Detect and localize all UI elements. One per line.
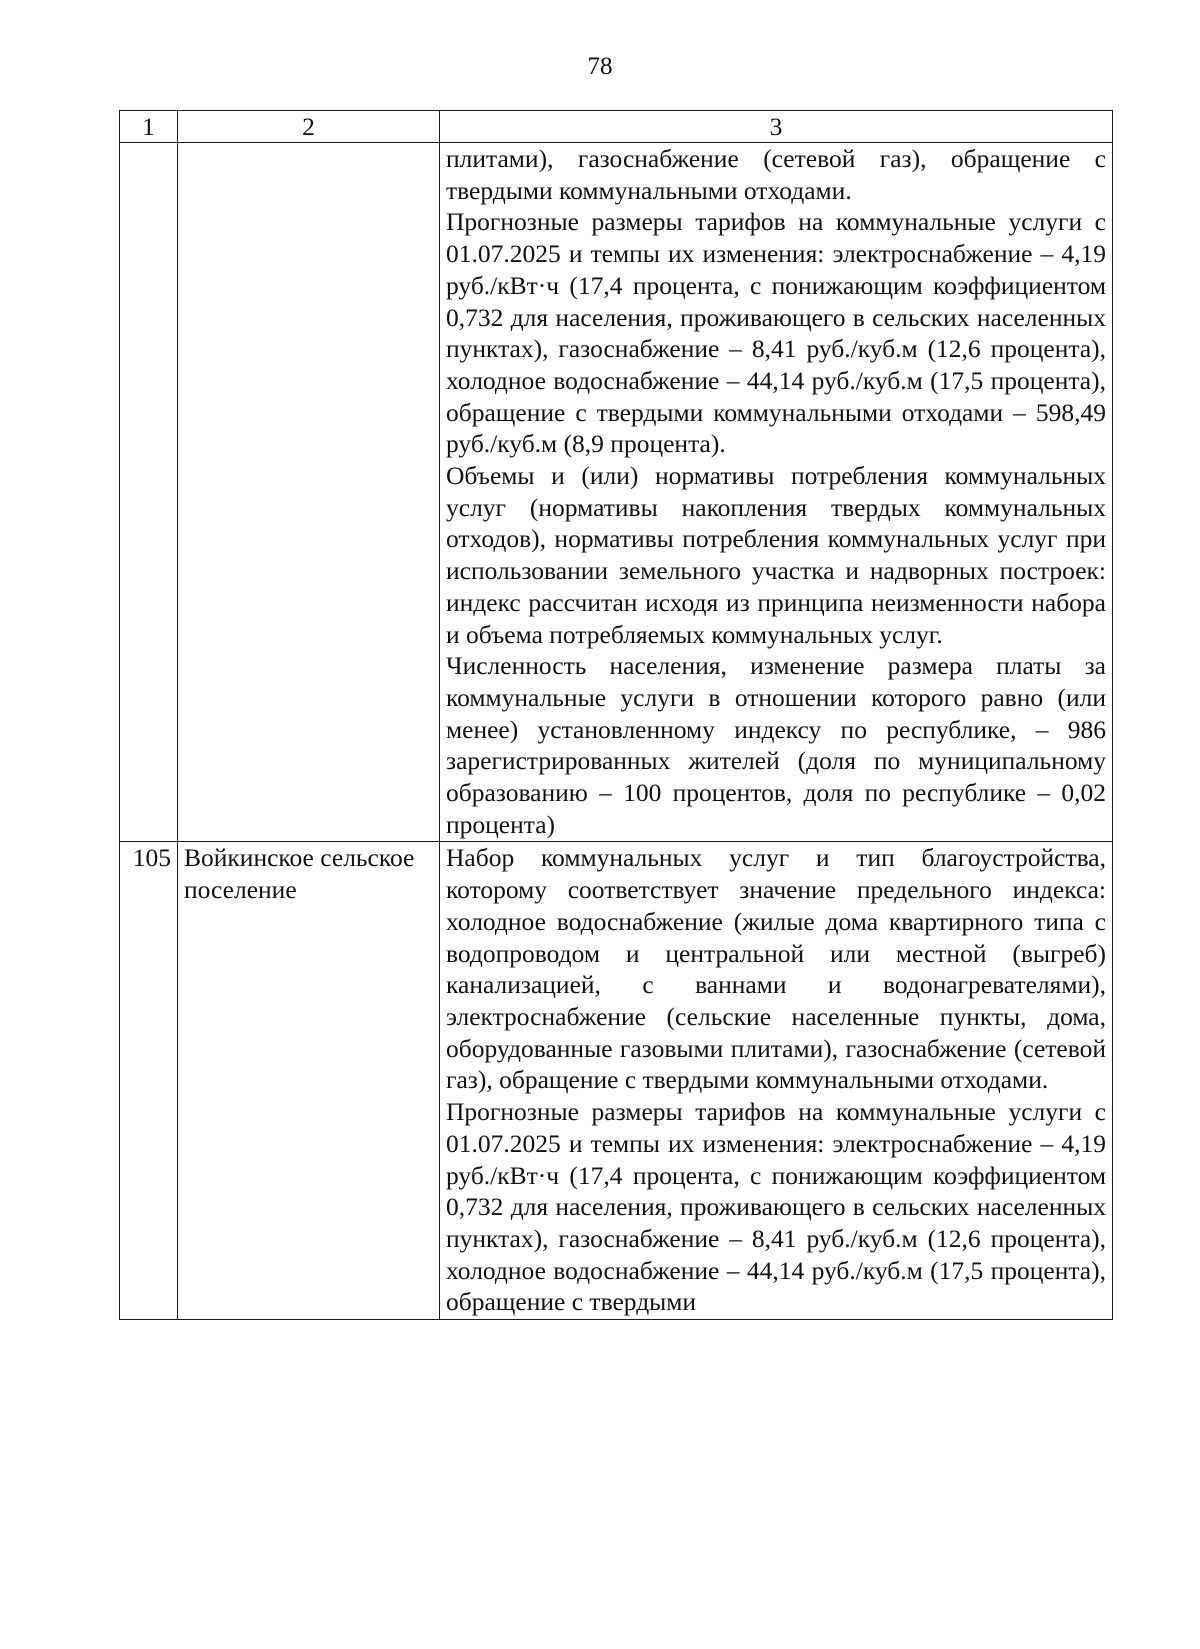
row-number-cell: [120, 143, 178, 842]
description-cell: [440, 143, 1113, 842]
paragraph: Численность населения, изменение размера платы за коммунальные услуги в отношении которого равно (или менее) установленному индексу по республике, – 986 зарегистрированных жителей (доля по муниципальному образованию – 100 процентов, доля по республике – 0,02 процента): [446, 651, 1106, 839]
paragraph: плитами), газоснабжение (сетевой газ), обращение с твердыми коммунальными отходами.: [446, 144, 1106, 205]
table-row: [120, 842, 1113, 1320]
page-number: 78: [587, 53, 613, 80]
column-header: 2: [178, 111, 440, 143]
paragraph: Прогнозные размеры тарифов на коммунальные услуги с 01.07.2025 и темпы их изменения: электроснабжение – 4,19 руб./кВт·ч (17,4 процента, с понижающим коэффициентом 0,732 для населения, проживающего в сельских населенных пунктах), газоснабжение – 8,41 руб./куб.м (12,6 процента), холодное водоснабжение – 44,14 руб./куб.м (17,5 процента), обращение с твердыми: [446, 1097, 1106, 1317]
column-header: 1: [120, 111, 178, 143]
description-cell: [440, 842, 1113, 1320]
paragraph: Прогнозные размеры тарифов на коммунальные услуги с 01.07.2025 и темпы их изменения: электроснабжение – 4,19 руб./кВт·ч (17,4 процента, с понижающим коэффициентом 0,732 для населения, проживающего в сельских населенных пунктах), газоснабжение – 8,41 руб./куб.м (12,6 процента), холодное водоснабжение – 44,14 руб./куб.м (17,5 процента), обращение с твердыми коммунальными отходами – 598,49 руб./куб.м (8,9 процента).: [446, 207, 1106, 459]
settlement-name-cell: Войкинское сельское поселение: [178, 842, 440, 1320]
table-header-row: [120, 111, 1113, 143]
settlement-name-cell: [178, 143, 440, 842]
paragraph: Объемы и (или) нормативы потребления коммунальных услуг (нормативы накопления твердых коммунальных отходов), нормативы потребления коммунальных услуг при использовании земельного участка и надворных построек: индекс рассчитан исходя из принципа неизменности набора и объема потребляемых коммунальных услуг.: [446, 461, 1106, 649]
tariff-table: [119, 110, 1113, 1320]
paragraph: Набор коммунальных услуг и тип благоустройства, которому соответствует значение предельного индекса: холодное водоснабжение (жилые дома квартирного типа с водопроводом и центральной или местной (выгреб) канализацией, с ваннами и водонагревателями), электроснабжение (сельские населенные пункты, дома, оборудованные газовыми плитами), газоснабжение (сетевой газ), обращение с твердыми коммунальными отходами.: [446, 843, 1106, 1095]
row-number-cell: 105: [120, 842, 178, 1320]
column-header: 3: [440, 111, 1113, 143]
table-row: [120, 143, 1113, 842]
